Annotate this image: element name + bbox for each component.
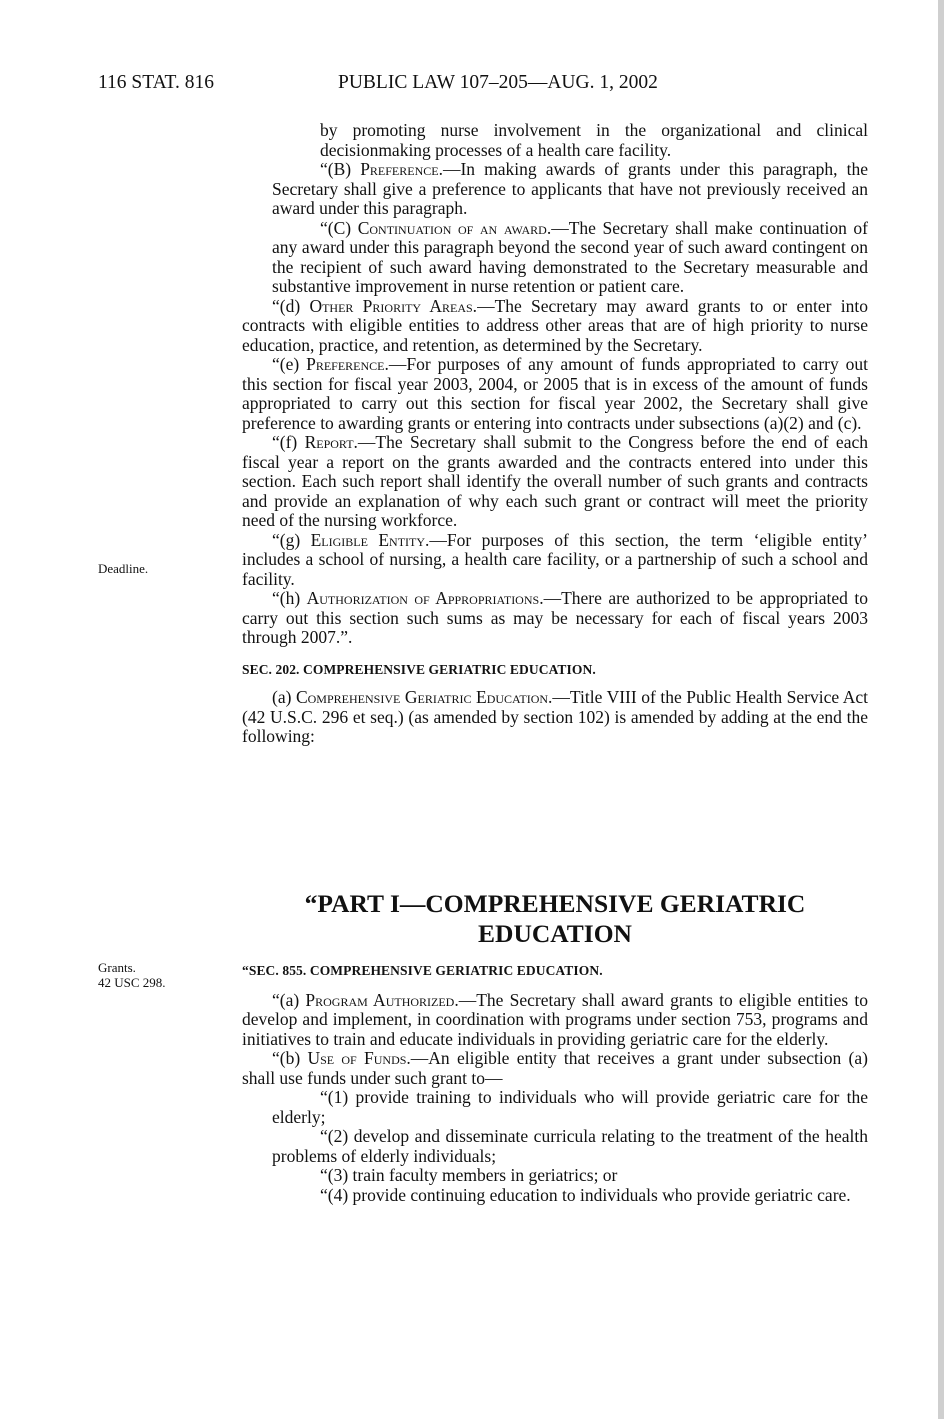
margin-note-usc: 42 USC 298. [98,975,166,990]
paragraph-b-preference: “(B) Preference.—In making awards of grants under this paragraph, the Secretary shall give a preference to applicants that have not previously received an award under this paragraph. [272,159,868,218]
paragraph-b-use-of-funds: “(b) Use of Funds.—An eligible entity that receives a grant under subsection (a) shall use funds under such grant to— [242,1048,868,1088]
margin-note-grants: Grants. [98,960,136,975]
paragraph-e-preference: “(e) Preference.—For purposes of any amount of funds appropriated to carry out this section for fiscal year 2003, 2004, or 2005 that is in excess of the amount of funds appropriated to carry out this section for fiscal year 2002, the Secretary shall give preference to awarding grants or entering into contracts under subsections (a)(2) and (c). [242,354,868,433]
text-block-lower [242,961,868,1205]
section-heading-202: SEC. 202. COMPREHENSIVE GERIATRIC EDUCATION. [242,661,596,677]
heading-preference: Preference. [360,159,443,179]
heading-authorization: Authorization of Appropriations. [306,588,544,608]
heading-eligible-entity: Eligible Entity. [310,529,430,550]
list-item-1: “(1) provide training to individuals who will provide geriatric care for the elderly; [272,1087,868,1127]
heading-report: Report. [304,432,358,452]
paragraph-d-other-priority: “(d) Other Priority Areas.—The Secretary may award grants to or enter into contracts with eligible entities to address other areas that are of high priority to nurse education, practice, and retention, as determined by the Secretary. [242,295,868,355]
running-head: PUBLIC LAW 107–205—AUG. 1, 2002 [338,72,658,93]
list-item-3: “(3) train faculty members in geriatrics; or [320,1165,618,1185]
text-block-upper [242,121,868,747]
part-title-line-2: EDUCATION [478,919,632,948]
paragraph-h-authorization: “(h) Authorization of Appropriations.—There are authorized to be appropriated to carry out this section such sums as may be necessary for each of fiscal years 2003 through 2007.”. [242,588,868,647]
heading-other-priority: Other Priority Areas. [309,295,478,316]
paragraph-a-comprehensive: (a) Comprehensive Geriatric Education.—Title VIII of the Public Health Service Act (42 U.S.C. 296 et seq.) (as amended by section 102) is amended by adding at the end the following: [242,687,868,746]
section-heading-855: “SEC. 855. COMPREHENSIVE GERIATRIC EDUCATION. [242,963,603,978]
page-number: 116 STAT. 816 [98,72,214,93]
heading-continuation: Continuation of an award. [357,217,552,238]
paragraph: by promoting nurse involvement in the organizational and clinical decisionmaking processes of a health care facility. [320,120,868,160]
paragraph-f-report: “(f) Report.—The Secretary shall submit to the Congress before the end of each fiscal year a report on the grants awarded and the contracts entered into under this section. Each such report shall identify the overall number of such grants and contracts and provide an explanation of why each such grant or contract will meet the priority need of the nursing workforce. [242,432,868,530]
list-item-2: “(2) develop and disseminate curricula relating to the treatment of the health problems of elderly individuals; [272,1126,868,1166]
heading-preference-e: Preference. [306,354,389,374]
part-title-line-1: “PART I—COMPREHENSIVE GERIATRIC [304,889,806,918]
margin-note-deadline: Deadline. [98,561,149,576]
heading-use-of-funds: Use of Funds. [307,1048,411,1068]
paragraph-a-program: “(a) Program Authorized.—The Secretary shall award grants to eligible entities to develop and implement, in coordination with programs under section 753, programs and initiatives to train and educate individuals in providing geriatric care for the elderly. [242,989,868,1049]
heading-comprehensive: Comprehensive Geriatric Education. [295,687,553,707]
page-edge [938,0,944,1419]
paragraph-g-eligible-entity: “(g) Eligible Entity.—For purposes of this section, the term ‘eligible entity’ includes a school of nursing, a health care facility, or a partnership of such a school and facility. [242,529,868,589]
list-item-4: “(4) provide continuing education to individuals who provide geriatric care. [320,1184,851,1205]
paragraph-c-continuation: “(C) Continuation of an award.—The Secretary shall make continuation of any award under this paragraph beyond the second year of such award contingent on the recipient of such award having demonstrated to the Secretary measurable and substantive improvement in nurse retention or patient care. [272,217,868,296]
part-title [242,889,868,949]
heading-program-authorized: Program Authorized. [305,989,459,1010]
